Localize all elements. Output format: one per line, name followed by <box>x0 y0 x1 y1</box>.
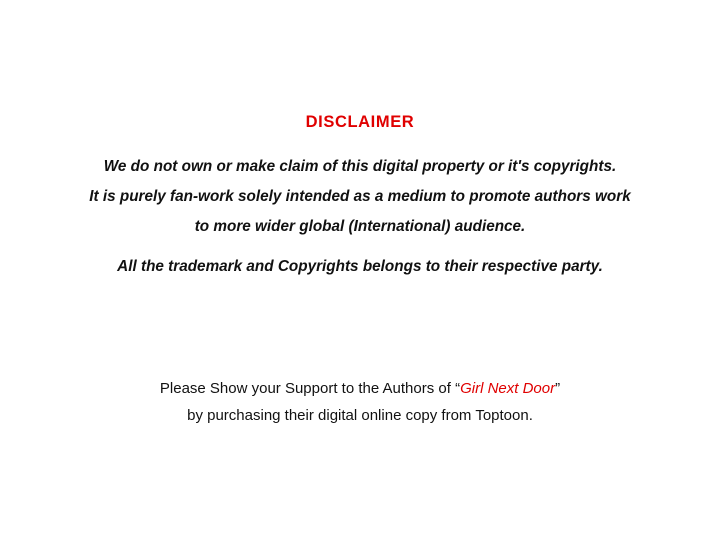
disclaimer-line-3: to more wider global (International) audience. <box>194 218 526 235</box>
support-prefix: Please Show your Support to the Authors of “ <box>159 380 461 397</box>
support-line-2: by purchasing their digital online copy from Toptoon. <box>187 407 533 424</box>
work-title: Girl Next Door <box>460 380 556 397</box>
support-line-1 <box>0 375 720 402</box>
paragraph-spacer <box>0 242 720 252</box>
page-title: DISCLAIMER <box>305 113 415 131</box>
trademark-line: All the trademark and Copyrights belongs to their respective party. <box>117 258 603 275</box>
disclaimer-line-1: We do not own or make claim of this digital property or it's copyrights. <box>103 158 617 175</box>
disclaimer-body <box>0 152 720 282</box>
support-suffix: ” <box>555 380 561 397</box>
disclaimer-line-2: It is purely fan-work solely intended as a medium to promote authors work <box>89 188 631 205</box>
support-note <box>0 375 720 429</box>
